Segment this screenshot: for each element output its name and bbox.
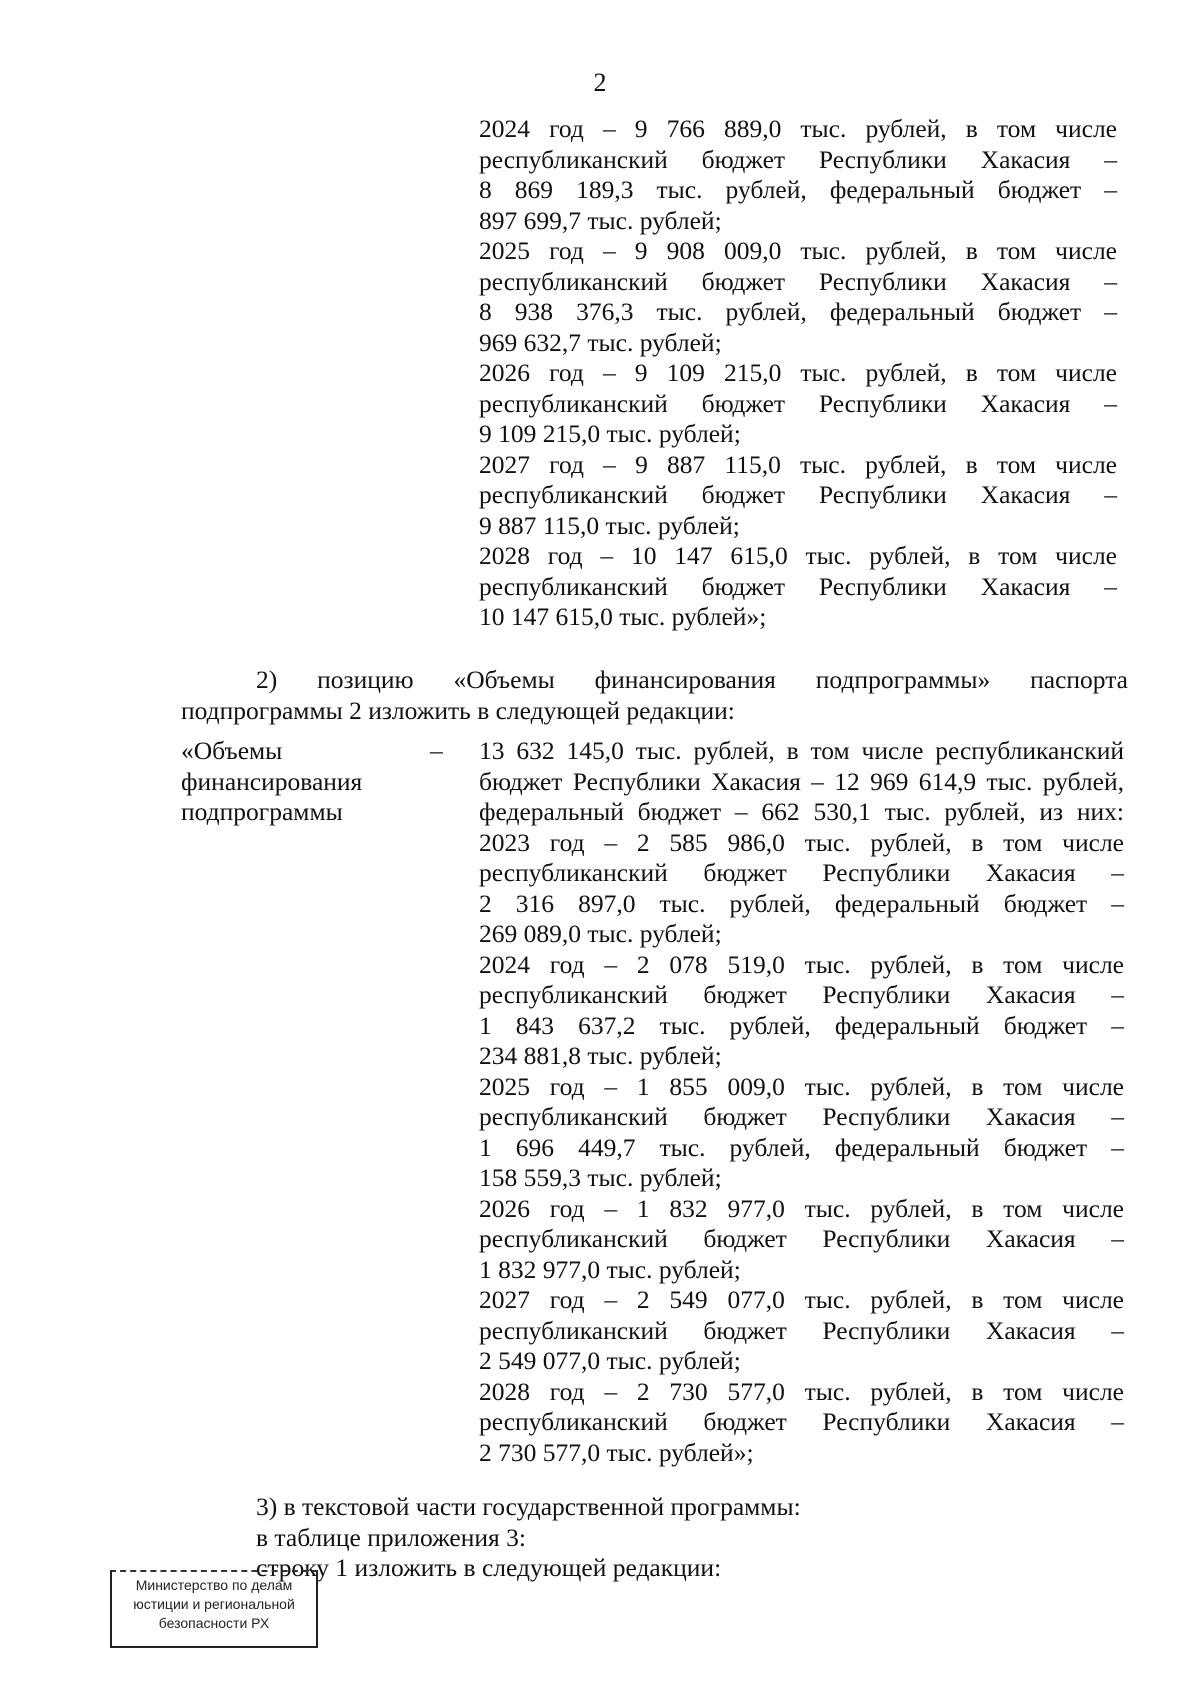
- text-line: республиканский бюджет Республики Хакасия –: [479, 1102, 1124, 1131]
- passport-label-line: финансирования: [181, 766, 363, 796]
- text-line: республиканский бюджет Республики Хакасия –: [479, 1315, 1124, 1345]
- text-line: 2027 год – 9 887 115,0 тыс. рублей, в том числе: [479, 449, 1117, 479]
- text-line: 2027 год – 2 549 077,0 тыс. рублей, в том числе: [479, 1285, 1124, 1314]
- text-line: 158 559,3 тыс. рублей;: [479, 1163, 722, 1192]
- item-2-line-1: 2) позицию «Объемы финансирования подпрограммы» паспорта: [256, 665, 1128, 694]
- budget-years-block: [479, 114, 1117, 633]
- text-line: 2 549 077,0 тыс. рублей;: [479, 1346, 741, 1375]
- text-line: 2025 год – 9 908 009,0 тыс. рублей, в том числе: [479, 236, 1117, 265]
- passport-label: [181, 736, 421, 828]
- text-line: республиканский бюджет Республики Хакасия –: [479, 266, 1117, 296]
- text-line: 10 147 615,0 тыс. рублей»;: [479, 602, 767, 631]
- stamp-line: Министерство по делам: [135, 1577, 293, 1593]
- text-line: 8 938 376,3 тыс. рублей, федеральный бюджет –: [479, 297, 1117, 326]
- text-line: республиканский бюджет Республики Хакасия –: [479, 388, 1117, 418]
- text-line: 2026 год – 1 832 977,0 тыс. рублей, в том числе: [479, 1193, 1124, 1223]
- text-line: республиканский бюджет Республики Хакасия –: [479, 1407, 1124, 1436]
- text-line: республиканский бюджет Республики Хакасия –: [479, 480, 1117, 509]
- text-line: 9 887 115,0 тыс. рублей;: [479, 510, 740, 540]
- text-line: 9 109 215,0 тыс. рублей;: [479, 419, 741, 448]
- item-2-line-2: подпрограммы 2 изложить в следующей редакции:: [181, 695, 735, 725]
- page-number: 2: [593, 68, 607, 97]
- text-line: республиканский бюджет Республики Хакасия –: [479, 571, 1117, 601]
- passport-label-line: подпрограммы: [181, 797, 343, 826]
- text-line: 269 089,0 тыс. рублей;: [479, 919, 722, 948]
- passport-dash: –: [430, 736, 443, 765]
- stamp-line: безопасности РХ: [158, 1615, 270, 1631]
- item-3-line: в таблице приложения 3:: [256, 1522, 526, 1552]
- text-line: республиканский бюджет Республики Хакасия –: [479, 858, 1124, 887]
- text-line: 8 869 189,3 тыс. рублей, федеральный бюджет –: [479, 175, 1117, 204]
- text-line: 2026 год – 9 109 215,0 тыс. рублей, в том числе: [479, 358, 1117, 387]
- item-3-paragraph: [256, 1492, 1056, 1584]
- text-line: республиканский бюджет Республики Хакасия –: [479, 1224, 1124, 1253]
- item-2-paragraph: [181, 665, 1128, 726]
- text-line: 1 696 449,7 тыс. рублей, федеральный бюджет –: [479, 1132, 1124, 1162]
- text-line: 1 832 977,0 тыс. рублей;: [479, 1254, 741, 1284]
- text-line: 2028 год – 10 147 615,0 тыс. рублей, в том числе: [479, 541, 1117, 570]
- text-line: республиканский бюджет Республики Хакасия –: [479, 980, 1124, 1009]
- stamp-line: юстиции и региональной: [133, 1596, 295, 1612]
- text-line: 2028 год – 2 730 577,0 тыс. рублей, в том числе: [479, 1376, 1124, 1406]
- text-line: бюджет Республики Хакасия – 12 969 614,9 тыс. рублей,: [479, 766, 1124, 796]
- item-3-line: строку 1 изложить в следующей редакции:: [256, 1553, 722, 1582]
- passport-value-block: [479, 736, 1124, 1468]
- text-line: 969 632,7 тыс. рублей;: [479, 327, 722, 357]
- text-line: 2024 год – 9 766 889,0 тыс. рублей, в том числе: [479, 114, 1117, 143]
- text-line: 2023 год – 2 585 986,0 тыс. рублей, в том числе: [479, 827, 1124, 857]
- text-line: 13 632 145,0 тыс. рублей, в том числе республиканский: [479, 736, 1124, 765]
- text-line: 897 699,7 тыс. рублей;: [479, 205, 722, 235]
- text-line: 234 881,8 тыс. рублей;: [479, 1041, 722, 1070]
- text-line: 2 316 897,0 тыс. рублей, федеральный бюджет –: [479, 888, 1124, 918]
- text-line: 1 843 637,2 тыс. рублей, федеральный бюджет –: [479, 1010, 1124, 1040]
- text-line: 2024 год – 2 078 519,0 тыс. рублей, в том числе: [479, 949, 1124, 979]
- item-3-line: 3) в текстовой части государственной программы:: [256, 1492, 801, 1521]
- passport-label-line: «Объемы: [181, 736, 283, 765]
- text-line: федеральный бюджет – 662 530,1 тыс. рублей, из них:: [479, 797, 1124, 826]
- text-line: 2 730 577,0 тыс. рублей»;: [479, 1437, 754, 1467]
- text-line: 2025 год – 1 855 009,0 тыс. рублей, в том числе: [479, 1071, 1124, 1101]
- text-line: республиканский бюджет Республики Хакасия –: [479, 144, 1117, 174]
- ministry-stamp: [110, 1570, 318, 1648]
